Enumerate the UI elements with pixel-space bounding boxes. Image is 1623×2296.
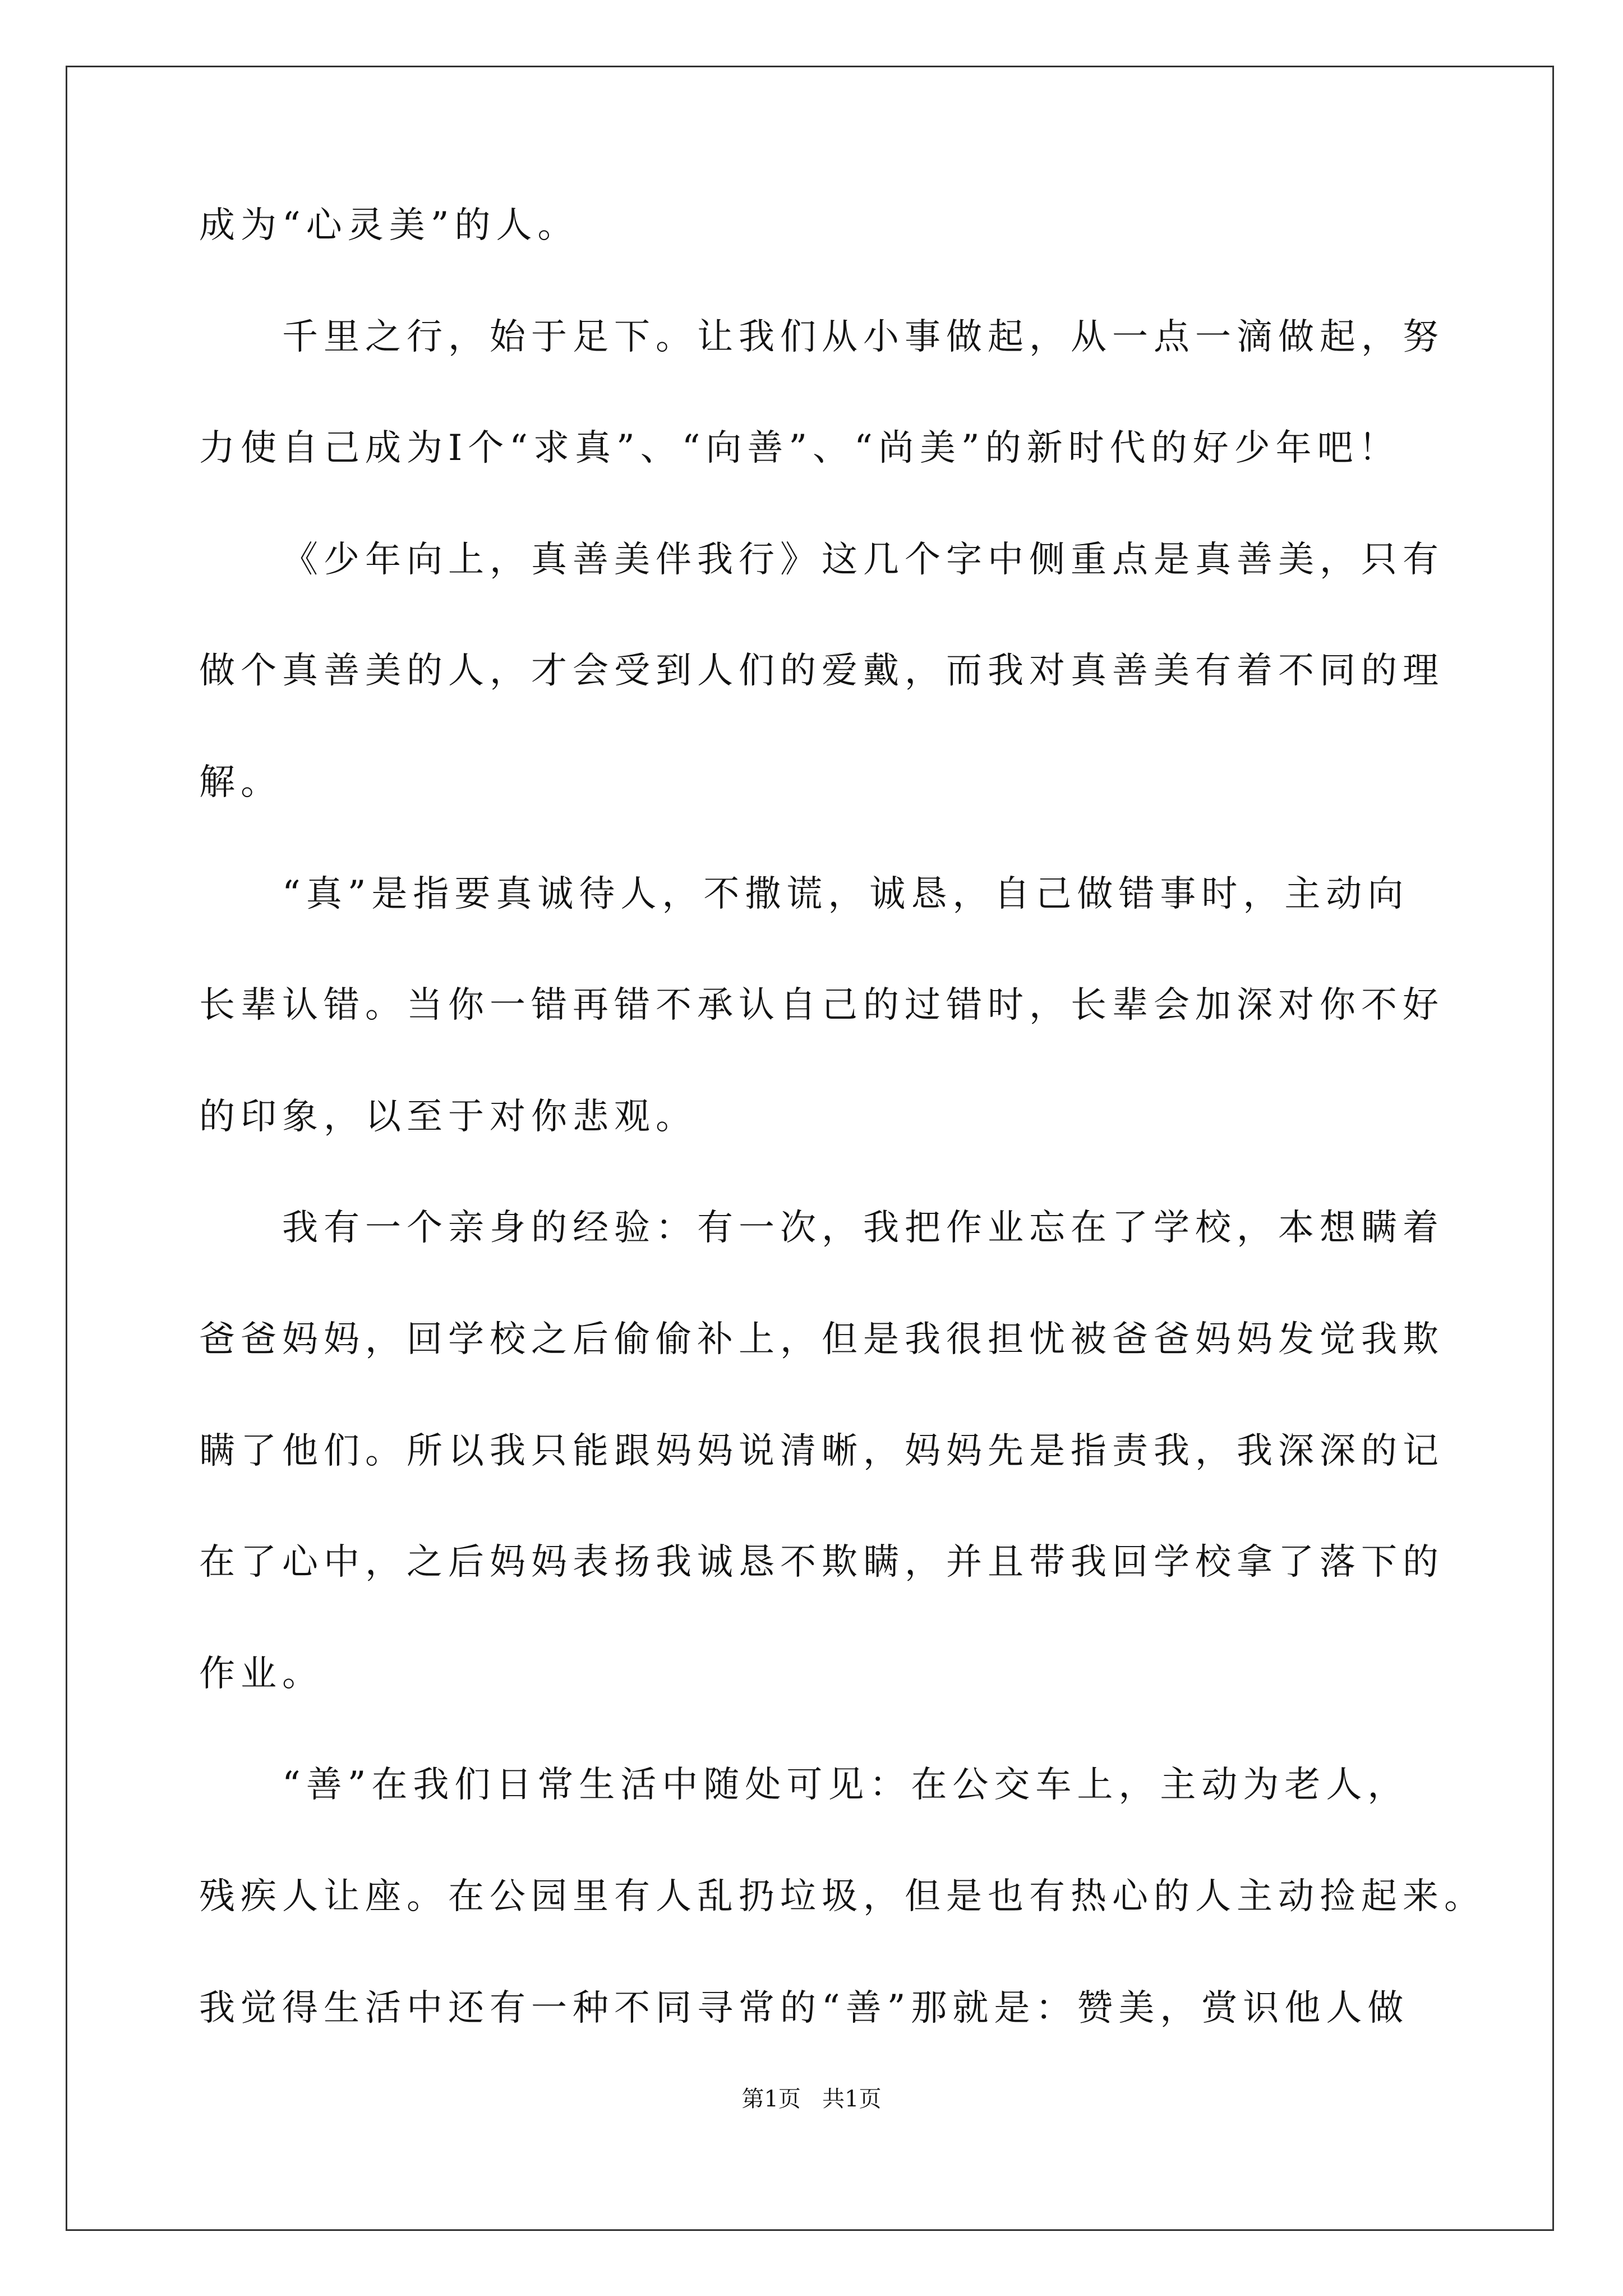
text-line: 我觉得生活中还有一种不同寻常的“善”那就是：赞美，赏识他人做 bbox=[199, 1987, 1409, 2029]
text-line: 的印象，以至于对你悲观。 bbox=[199, 1096, 697, 1138]
text-line: 残疾人让座。在公园里有人乱扔垃圾，但是也有热心的人主动捡起来。 bbox=[199, 1875, 1486, 1917]
page-footer: 第1页 共1页 bbox=[741, 2086, 882, 2112]
text-line: 在了心中，之后妈妈表扬我诚恳不欺瞒，并且带我回学校拿了落下的 bbox=[199, 1542, 1444, 1584]
text-line: “真”是指要真诚待人，不撒谎，诚恳，自己做错事时，主动向 bbox=[282, 873, 1409, 915]
text-line: 力使自己成为Ⅰ个“求真”、“向善”、“尚美”的新时代的好少年吧！ bbox=[199, 427, 1400, 470]
text-line: 做个真善美的人，才会受到人们的爱戴，而我对真善美有着不同的理 bbox=[199, 650, 1444, 692]
document-body bbox=[199, 205, 1486, 2101]
text-line: 《少年向上，真善美伴我行》这几个字中侧重点是真善美，只有 bbox=[282, 539, 1444, 581]
text-line: 爸爸妈妈，回学校之后偷偷补上，但是我很担忧被爸爸妈妈发觉我欺 bbox=[199, 1318, 1444, 1360]
text-line: “善”在我们日常生活中随处可见：在公交车上，主动为老人， bbox=[282, 1764, 1409, 1806]
text-line: 成为“心灵美”的人。 bbox=[199, 205, 579, 246]
text-line: 瞒了他们。所以我只能跟妈妈说清晰，妈妈先是指责我，我深深的记 bbox=[199, 1430, 1444, 1472]
text-line: 我有一个亲身的经验：有一次，我把作业忘在了学校，本想瞒着 bbox=[282, 1207, 1444, 1249]
text-line: 作业。 bbox=[199, 1653, 324, 1695]
text-line: 解。 bbox=[199, 761, 282, 803]
text-line: 千里之行，始于足下。让我们从小事做起，从一点一滴做起，努 bbox=[282, 316, 1444, 358]
text-line: 长辈认错。当你一错再错不承认自己的过错时，长辈会加深对你不好 bbox=[199, 984, 1444, 1027]
